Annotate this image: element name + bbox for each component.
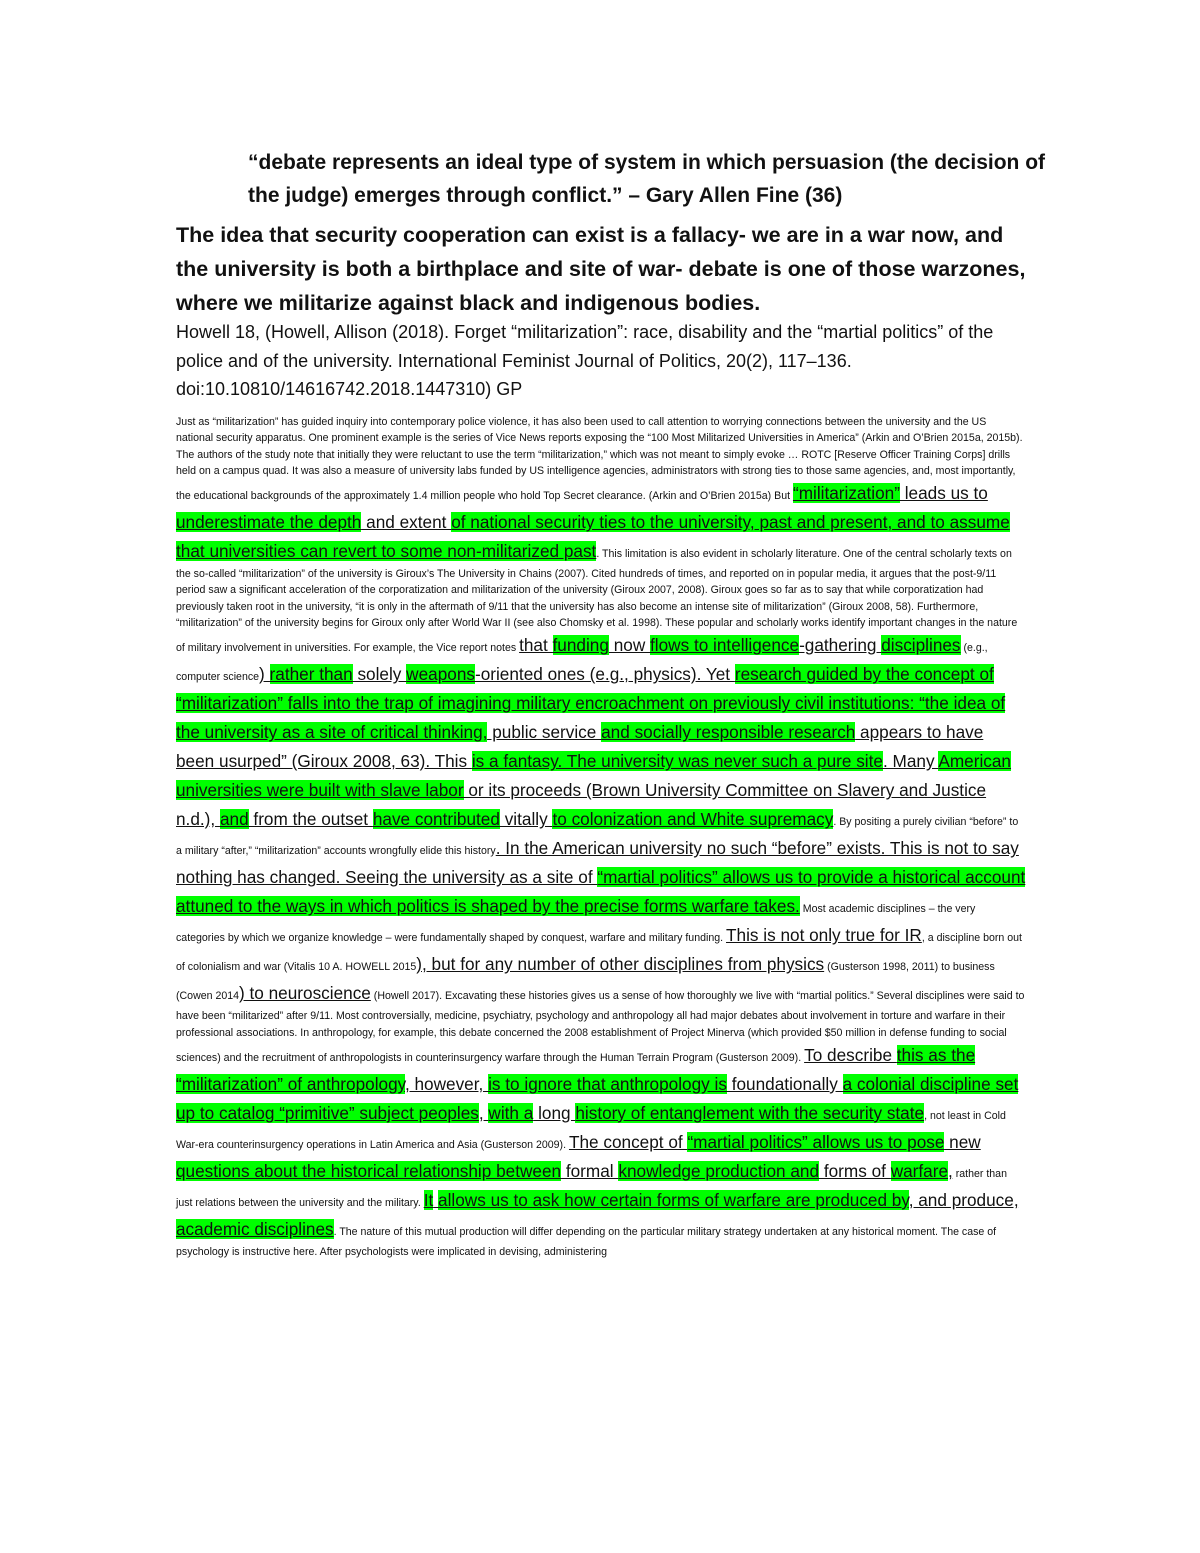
- card-tag: The idea that security cooperation can exist is a fallacy- we are in a war now, and the university is both a birthplace and site of war- debate is one of those warzones, where we militarize against black and indigenous bodies.: [176, 223, 1026, 315]
- highlighted-text: warfare: [890, 1160, 948, 1181]
- underlined-text: solely: [352, 664, 407, 685]
- underlined-text: , however,: [404, 1073, 489, 1094]
- card-body: [176, 414, 1026, 1260]
- highlighted-text: this as the “militarization” of anthropology: [176, 1044, 976, 1094]
- card-text: (Howell 2017). Excavating these histories gives us a sense of how thoroughly we live with “martial politics.” Several disciplines were said to have been “militarized” after 9/11. Most controversially, medicine, psychiatry, psychology and anthropology all had major debates about involvement in torture and warfare in their professional associations. In anthropology, for example, this debate concerned the 2008 establishment of Project Minerva (which provided $50 million in defense funding to social sciences) and the recruitment of anthropologists in counterinsurgency warfare through the Human Terrain Program (Gusterson 2009).: [176, 990, 1025, 1064]
- highlighted-text: history of entanglement with the security state: [575, 1102, 925, 1123]
- card-text: (Gusterson 1998, 2011) to business (Cowen 2014: [176, 961, 995, 1003]
- card-text: . This limitation is also evident in scholarly literature. One of the central scholarly texts on the so-called “militarization” of the university is Giroux’s The University in Chains (2007). Cited hundreds of times, and reported on in popular media, it argues that the post-9/11 period saw a significant acceleration of the corporatization and militarization of the university (Giroux 2007, 2008). Giroux goes so far as to say that while corporatization had previously taken root in the university, “it is only in the aftermath of 9/11 that the university has also become an intense site of militarization” (Giroux 2008, 58). Furthermore, “militarization” of the university begins for Giroux only after World War II (see also Chomsky et al. 1998). These popular and scholarly works identify important changes in the nature of military involvement in universities. For example, the Vice report notes: [176, 548, 1018, 655]
- card-text: Most academic disciplines – the very categories by which we organize knowledge – were fundamentally shaped by conquest, warfare and military funding.: [176, 903, 976, 945]
- card-text: . The nature of this mutual production will differ depending on the particular military strategy undertaken at any historical moment. The case of psychology is instructive here. After psychologists were implicated in devising, administering: [176, 1225, 997, 1258]
- underlined-text: . Many: [882, 751, 939, 772]
- underlined-text: ,: [478, 1102, 489, 1123]
- highlighted-text: “martial politics” allows us to provide a historical account attuned to the ways in which politics is shaped by the precise forms warfare takes.: [176, 867, 1026, 917]
- highlighted-text: disciplines: [881, 635, 961, 656]
- highlighted-text: “militarization”: [792, 483, 900, 504]
- card-text: , a discipline born out of colonialism and war (Vitalis 10 A. HOWELL 2015: [176, 932, 1022, 974]
- underlined-text: ,: [948, 1160, 953, 1181]
- highlighted-text: a colonial discipline set up to catalog “primitive” subject peoples: [176, 1073, 1019, 1123]
- highlighted-text: to colonization and White supremacy: [552, 809, 834, 830]
- underlined-text: ): [259, 664, 270, 685]
- underlined-text: vitally: [499, 809, 553, 830]
- underlined-text: foundationally: [726, 1073, 843, 1094]
- highlighted-text: knowledge production and: [618, 1160, 820, 1181]
- underlined-text: from the outset: [248, 809, 373, 830]
- highlighted-text: It: [423, 1189, 434, 1210]
- underlined-text: The concept of: [568, 1131, 688, 1152]
- card-text: . By positing a purely civilian “before” to a military “after,” “militarization” accounts wrongfully elide this history: [176, 816, 1019, 858]
- underlined-text: and extent: [361, 512, 452, 533]
- underlined-text: ) to neuroscience: [239, 983, 371, 1004]
- highlighted-text: allows us to ask how certain forms of warfare are produced by: [438, 1189, 909, 1210]
- card-text: , not least in Cold War-era counterinsurgency operations in Latin America and Asia (Gusterson 2009).: [176, 1109, 1006, 1151]
- underlined-text: public service: [487, 722, 602, 743]
- highlighted-text: questions about the historical relationship between: [176, 1160, 562, 1181]
- underlined-text: This is not only true for IR: [726, 925, 922, 946]
- highlighted-text: rather than: [269, 664, 353, 685]
- underlined-text: forms of: [819, 1160, 891, 1181]
- highlighted-text: is a fantasy. The university was never such a pure site: [471, 751, 883, 772]
- underlined-text: or its proceeds (Brown University Committee on Slavery and Justice n.d.),: [176, 780, 987, 830]
- highlighted-text: “martial politics” allows us to pose: [687, 1131, 945, 1152]
- underlined-text: appears to have been usurped” (Giroux 2008, 63). This: [176, 722, 984, 772]
- highlighted-text: is to ignore that anthropology is: [488, 1073, 727, 1094]
- highlighted-text: of national security ties to the university, past and present, and to assume that universities can revert to some non-militarized past: [176, 512, 1010, 562]
- epigraph-quote: “debate represents an ideal type of system in which persuasion (the decision of the judge) emerges through conflict.” – Gary Allen Fine (36): [248, 151, 1046, 207]
- highlighted-text: and: [219, 809, 249, 830]
- underlined-text: new: [944, 1131, 981, 1152]
- card-text: rather than just relations between the university and the military.: [176, 1167, 1007, 1209]
- underlined-text: ), but for any number of other disciplines from physics: [416, 954, 825, 975]
- highlighted-text: with a: [488, 1102, 534, 1123]
- underlined-text: , and produce,: [908, 1189, 1019, 1210]
- card-text: (e.g., computer science: [176, 642, 988, 684]
- underlined-text: To describe: [804, 1044, 897, 1065]
- card-paragraph: [176, 414, 1026, 1260]
- underlined-text: that: [519, 635, 553, 656]
- underlined-text: -gathering: [799, 635, 882, 656]
- highlighted-text: have contributed: [372, 809, 500, 830]
- underlined-text: . In the American university no such “before” exists. This is not to say nothing has changed. Seeing the university as a site of: [176, 838, 1019, 888]
- highlighted-text: flows to intelligence: [650, 635, 800, 656]
- card-citation: Howell 18, (Howell, Allison (2018). Forget “militarization”: race, disability and the “martial politics” of the police and of the university. International Feminist Journal of Politics, 20(2), 117–136. doi:10.10810/14616742.2018.1447310) GP: [176, 322, 994, 399]
- highlighted-text: weapons: [406, 664, 475, 685]
- highlighted-text: underestimate the depth: [176, 512, 362, 533]
- underlined-text: leads us to: [899, 483, 988, 504]
- underlined-text: long: [533, 1102, 576, 1123]
- underlined-text: formal: [561, 1160, 619, 1181]
- card-text: Just as “militarization” has guided inquiry into contemporary police violence, it has also been used to call attention to worrying connections between the university and the US national security apparatus. One prominent example is the series of Vice News reports exposing the “100 Most Militarized Universities in America” (Arkin and O’Brien 2015a, 2015b). The authors of the study note that initially they were reluctant to use the term “militarization,” which was not meant to simply evoke … ROTC [Reserve Officer Training Corps] drills held on a campus quad. It was also a measure of university labs funded by US intelligence agencies, administrators with strong ties to those same agencies, and, most importantly, the educational backgrounds of the approximately 1.4 million people who hold Top Secret clearance. (Arkin and O’Brien 2015a) But: [176, 416, 1023, 503]
- highlighted-text: American universities were built with slave labor: [176, 751, 1011, 801]
- highlighted-text: funding: [552, 635, 609, 656]
- underlined-text: -oriented ones (e.g., physics). Yet: [474, 664, 735, 685]
- highlighted-text: research guided by the concept of “militarization” falls into the trap of imagining military encroachment on previously civil institutions: “the idea of the university as a site of critical thinking,: [176, 664, 1006, 743]
- highlighted-text: academic disciplines: [176, 1218, 334, 1239]
- underlined-text: now: [608, 635, 651, 656]
- highlighted-text: and socially responsible research: [601, 722, 856, 743]
